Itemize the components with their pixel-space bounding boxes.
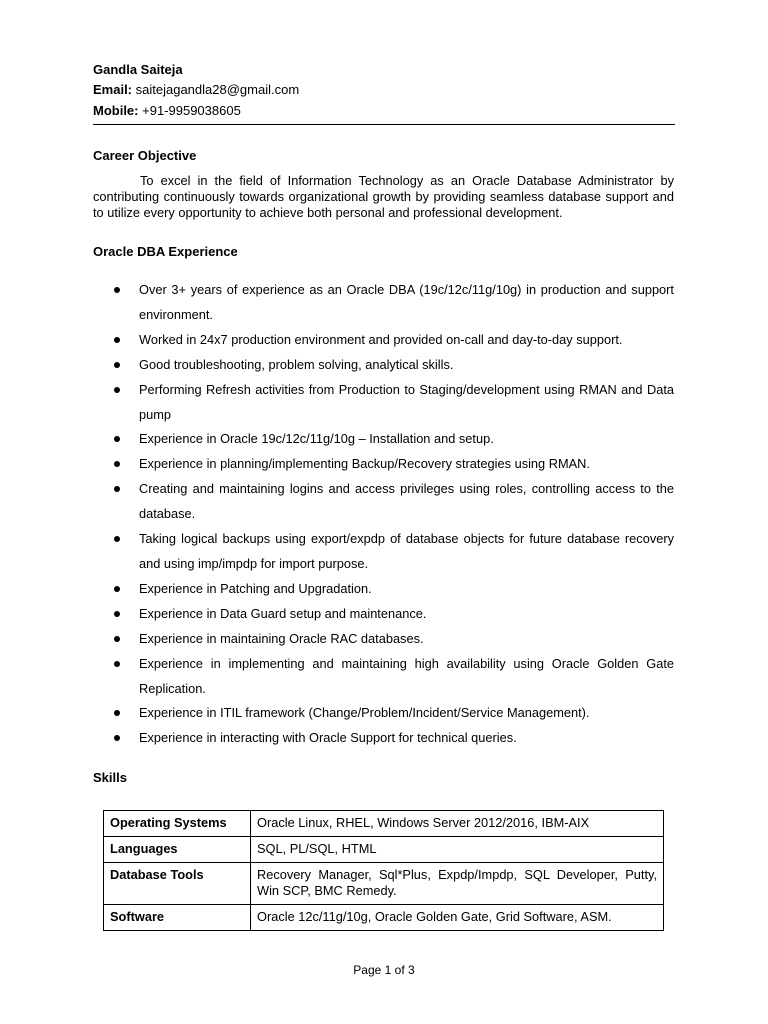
skills-row <box>104 837 664 863</box>
bullet-icon <box>114 362 120 368</box>
experience-item <box>93 701 674 726</box>
skill-values: SQL, PL/SQL, HTML <box>251 837 664 863</box>
skill-category: Software <box>104 905 251 931</box>
experience-item <box>93 652 674 702</box>
experience-item-text: Experience in maintaining Oracle RAC databases. <box>139 630 424 646</box>
experience-item-text: Experience in ITIL framework (Change/Problem/Incident/Service Management). <box>139 705 590 721</box>
bullet-icon <box>114 461 120 467</box>
experience-item <box>93 378 674 428</box>
experience-item <box>93 328 674 353</box>
career-objective-text: To excel in the field of Information Technology as an Oracle Database Administrator by contributing continuously towards organizational growth by providing seamless database support and to utilize every opportunity to achieve both personal and professional development. <box>93 173 674 221</box>
skills-row <box>104 905 664 931</box>
career-objective-heading: Career Objective <box>93 148 197 163</box>
header-divider <box>93 124 675 125</box>
skill-category: Operating Systems <box>104 811 251 837</box>
experience-item-text: Good troubleshooting, problem solving, analytical skills. <box>139 356 454 372</box>
skill-category: Languages <box>104 837 251 863</box>
skill-category: Database Tools <box>104 863 251 905</box>
bullet-icon <box>114 486 120 492</box>
experience-item <box>93 602 674 627</box>
experience-item-text: Taking logical backups using export/expdp of database objects for future database recovery and using imp/impdp for import purpose. <box>139 531 674 571</box>
experience-item <box>93 577 674 602</box>
experience-item-text: Experience in planning/implementing Backup/Recovery strategies using RMAN. <box>139 456 590 472</box>
experience-item <box>93 527 674 577</box>
bullet-icon <box>114 611 120 617</box>
experience-item-text: Over 3+ years of experience as an Oracle DBA (19c/12c/11g/10g) in production and support environment. <box>139 282 674 322</box>
experience-list <box>93 278 674 751</box>
experience-item-text: Experience in Patching and Upgradation. <box>139 580 372 596</box>
bullet-icon <box>114 387 120 393</box>
skills-row <box>104 863 664 905</box>
skill-values: Oracle Linux, RHEL, Windows Server 2012/2016, IBM-AIX <box>251 811 664 837</box>
bullet-icon <box>114 287 120 293</box>
mobile-value: +91-9959038605 <box>142 103 241 118</box>
skills-row <box>104 811 664 837</box>
skill-values: Recovery Manager, Sql*Plus, Expdp/Impdp, SQL Developer, Putty, Win SCP, BMC Remedy. <box>251 863 664 905</box>
bullet-icon <box>114 710 120 716</box>
experience-item <box>93 278 674 328</box>
experience-item-text: Creating and maintaining logins and access privileges using roles, controlling access to the database. <box>139 481 674 522</box>
experience-item <box>93 726 674 751</box>
experience-item <box>93 477 674 527</box>
skills-table <box>103 810 664 931</box>
bullet-icon <box>114 436 120 442</box>
bullet-icon <box>114 586 120 592</box>
email-line <box>93 82 299 97</box>
experience-item <box>93 627 674 652</box>
experience-item-text: Experience in implementing and maintaining high availability using Oracle Golden Gate Replication. <box>139 655 674 696</box>
experience-item <box>93 353 674 378</box>
page-number: Page 1 of 3 <box>353 963 415 977</box>
email-value: saitejagandla28@gmail.com <box>135 82 300 97</box>
bullet-icon <box>114 661 120 667</box>
bullet-icon <box>114 337 120 343</box>
experience-item-text: Experience in Data Guard setup and maintenance. <box>139 605 427 621</box>
experience-item-text: Experience in Oracle 19c/12c/11g/10g – Installation and setup. <box>139 431 494 447</box>
experience-item-text: Experience in interacting with Oracle Support for technical queries. <box>139 730 517 746</box>
mobile-line <box>93 103 241 118</box>
experience-item-text: Worked in 24x7 production environment and provided on-call and day-to-day support. <box>139 331 623 347</box>
experience-item-text: Performing Refresh activities from Production to Staging/development using RMAN and Data pump <box>139 381 674 422</box>
email-label: Email: <box>93 82 133 97</box>
bullet-icon <box>114 536 120 542</box>
mobile-label: Mobile: <box>93 103 139 118</box>
bullet-icon <box>114 636 120 642</box>
experience-item <box>93 452 674 477</box>
experience-heading: Oracle DBA Experience <box>93 244 238 259</box>
bullet-icon <box>114 735 120 741</box>
skills-heading: Skills <box>93 770 127 785</box>
experience-item <box>93 427 674 452</box>
candidate-name: Gandla Saiteja <box>93 62 183 77</box>
skill-values: Oracle 12c/11g/10g, Oracle Golden Gate, Grid Software, ASM. <box>251 905 664 931</box>
